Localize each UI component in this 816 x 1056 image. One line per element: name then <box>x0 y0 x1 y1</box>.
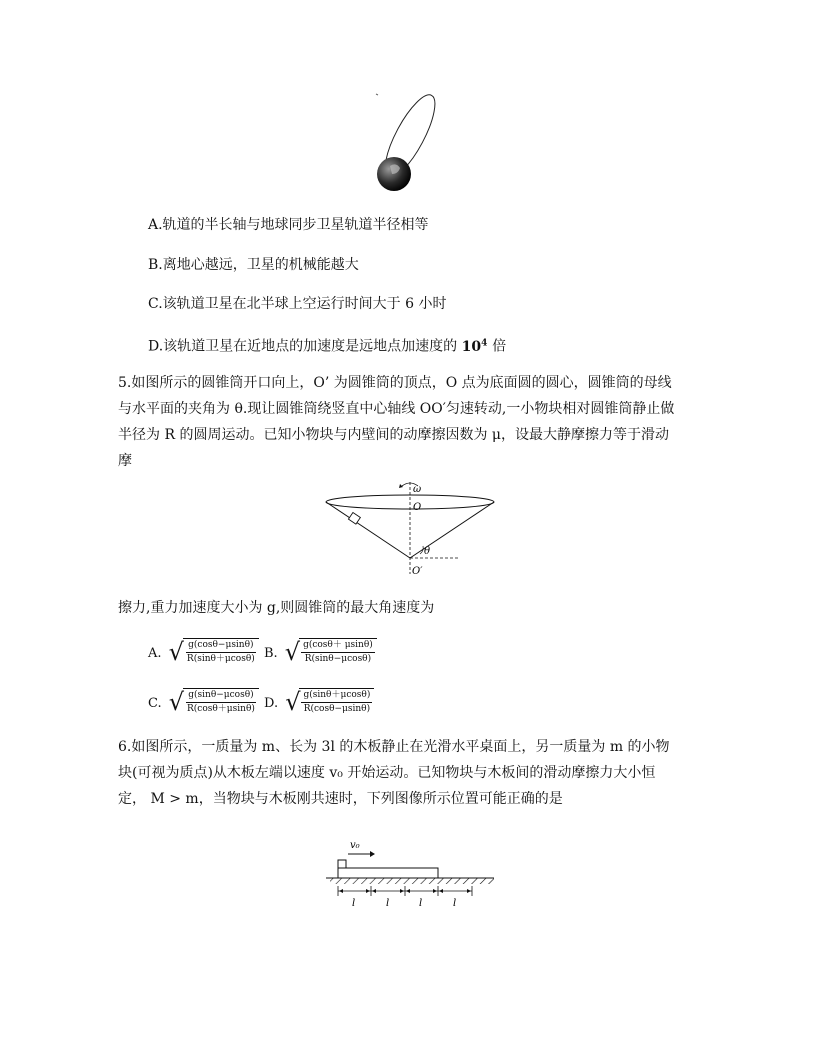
v0-label: v₀ <box>350 840 360 851</box>
q4-option-b: B.离地心越远，卫星的机械能越大 <box>148 257 359 273</box>
length-label-1: l <box>352 898 356 909</box>
q5-option-d: D. √ $\frac{g(\sin\theta+\mu\cos\theta)}{R(\cos\theta-\mu\sin\theta)}$ <box>264 688 374 716</box>
q5-option-b: B. √ $\frac{g(\cos\theta+ \mu\sin\theta)}{R(\sin\theta-\mu\cos\theta)}$ <box>264 638 377 666</box>
q6-question-text: 6.如图所示，一质量为 m、长为 3l 的木板静止在光滑水平桌面上，另一质量为 m 的小物块(可视为质点)从木板左端以速度 v₀ 开始运动。已知物块与木板间的滑动摩擦力大小恒定， M > m，当物块与木板刚共速时，下列图像所示位置可能正确的是 <box>118 739 670 807</box>
length-label-3: l <box>419 898 423 909</box>
q4-option-d-tail: 倍 <box>492 338 507 355</box>
board-figure <box>326 834 498 910</box>
length-label-2: l <box>386 898 390 909</box>
table-surface <box>330 878 494 884</box>
cone-figure <box>320 478 500 580</box>
q4-option-c: C.该轨道卫星在北半球上空运行时间大于 6 小时 <box>148 296 447 312</box>
cone-oprime-label: O′ <box>412 566 423 577</box>
cone-o-label: O <box>413 502 422 513</box>
q4-option-a: A.轨道的半长轴与地球同步卫星轨道半径相等 <box>148 217 429 233</box>
cone-omega-label: ω <box>413 484 422 495</box>
q5-question-text: 5.如图所示的圆锥筒开口向上，O’ 为圆锥筒的顶点，O 点为底面圆的圆心，圆锥筒的母线与水平面的夹角为 θ.现让圆锥筒绕竖直中心轴线 OO′匀速转动,一小物块相对圆锥筒静止做半径为 R 的圆周运动。已知小物块与内壁间的动摩擦因数为 μ，设最大静摩擦力等于滑动摩 <box>118 375 675 469</box>
earth-icon <box>377 157 411 191</box>
small-block <box>338 860 346 868</box>
wooden-board <box>338 868 438 878</box>
block-on-wall <box>348 512 360 524</box>
orbit-figure <box>360 92 450 202</box>
q5-option-a: A. √ $\frac{g(\cos\theta-\mu\sin\theta)}{R(\sin\theta+\mu\cos\theta)}$ <box>148 638 259 666</box>
q5-question-text-cont: 擦力,重力加速度大小为 g,则圆锥筒的最大角速度为 <box>118 600 435 616</box>
q5-option-c: C. √ $\frac{g(\sin\theta-\mu\cos\theta)}{R(\cos\theta+\mu\sin\theta)}$ <box>148 688 259 716</box>
q4-option-d <box>148 333 506 357</box>
cone-theta-label: θ <box>424 546 431 557</box>
q4-option-d-power: $10^4$ <box>461 338 488 355</box>
length-label-4: l <box>453 898 457 909</box>
q4-option-d-text: D.该轨道卫星在近地点的加速度是远地点加速度的 <box>148 338 458 355</box>
